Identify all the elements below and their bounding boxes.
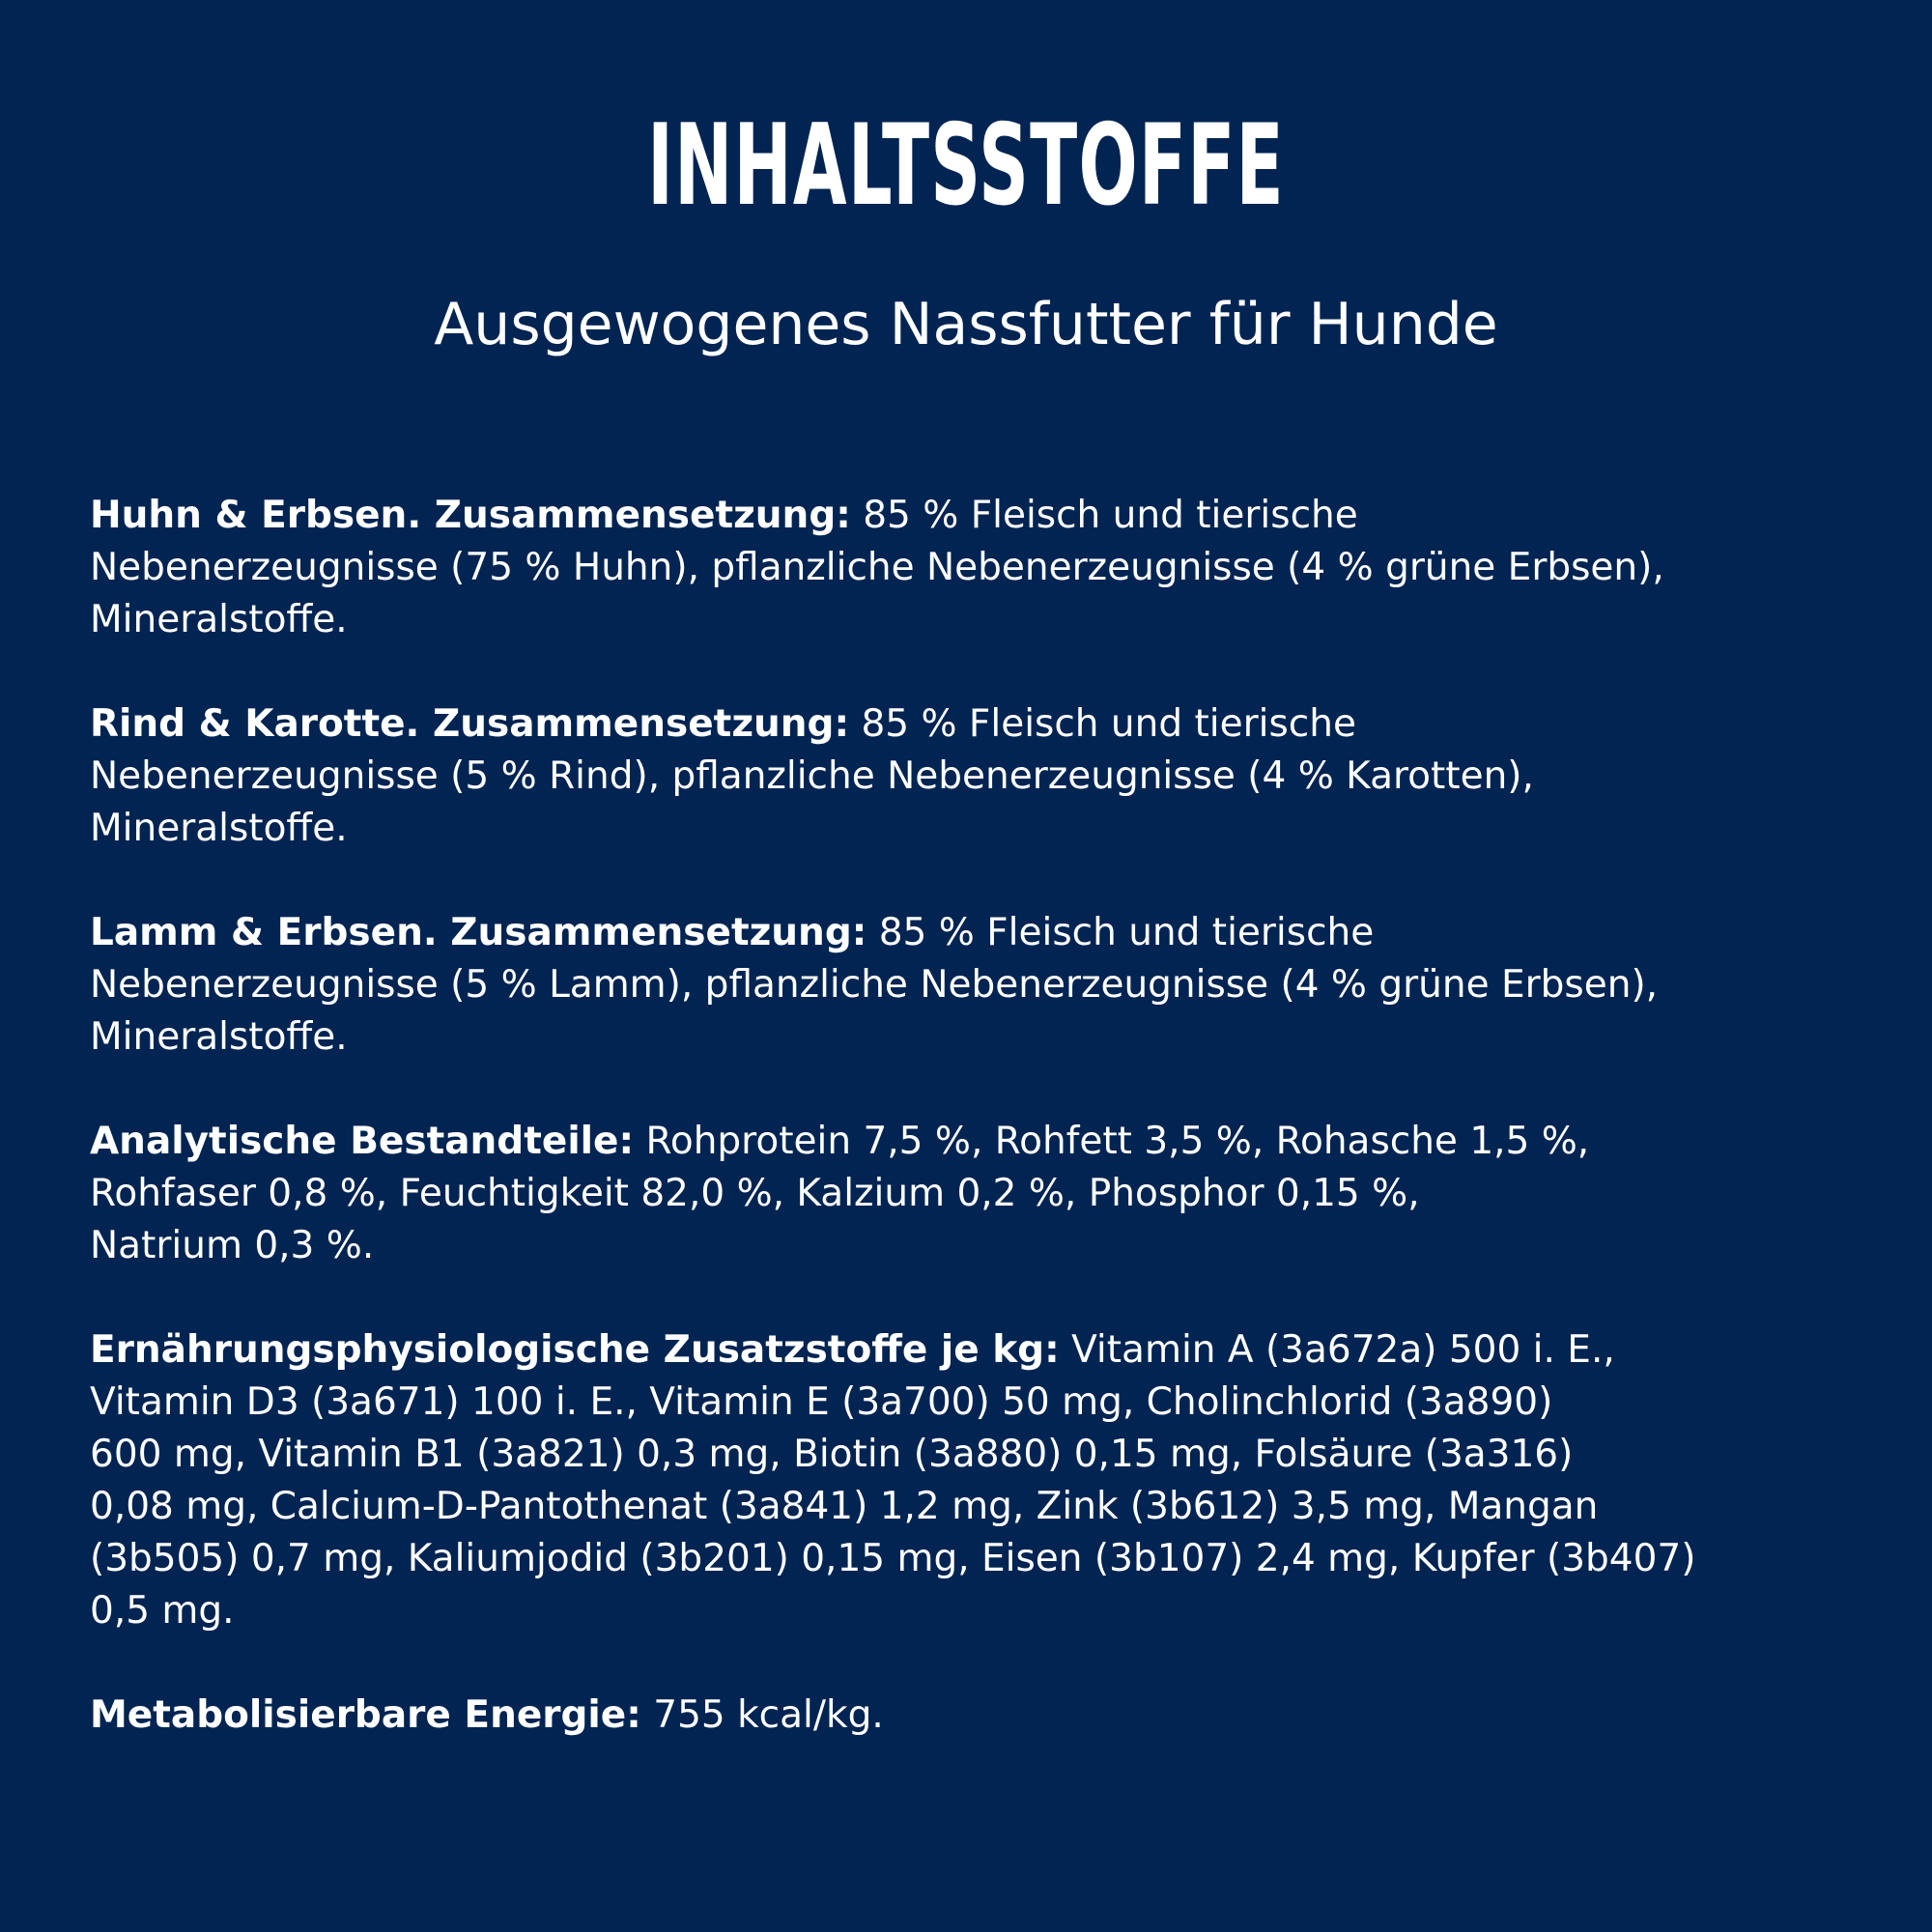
section-line xyxy=(90,490,1858,542)
section-analytical-constituents xyxy=(90,1116,1858,1272)
section-label: Ernährungsphysiologische Zusatzstoffe je kg: xyxy=(90,1328,1060,1372)
section-line: Mineralstoffe. xyxy=(90,807,348,850)
section-line: Vitamin D3 (3a671) 100 i. E., Vitamin E (3a700) 50 mg, Cholinchlorid (3a890) xyxy=(90,1380,1553,1424)
section-line: Nebenerzeugnisse (75 % Huhn), pflanzliche Nebenerzeugnisse (4 % grüne Erbsen), xyxy=(90,546,1664,589)
section-text: Vitamin A (3a672a) 500 i. E., xyxy=(1059,1328,1615,1372)
section-text: 85 % Fleisch und tierische xyxy=(850,494,1358,537)
page-title: INHALTSSTOFFE xyxy=(647,100,1285,231)
section-line: Rohfaser 0,8 %, Feuchtigkeit 82,0 %, Kalzium 0,2 %, Phosphor 0,15 %, xyxy=(90,1172,1420,1215)
section-line: 600 mg, Vitamin B1 (3a821) 0,3 mg, Biotin (3a880) 0,15 mg, Folsäure (3a316) xyxy=(90,1433,1574,1476)
section-line: 0,5 mg. xyxy=(90,1589,235,1633)
section-text: 85 % Fleisch und tierische xyxy=(849,702,1356,746)
section-line xyxy=(90,1690,1858,1742)
section-line: Nebenerzeugnisse (5 % Lamm), pflanzliche Nebenerzeugnisse (4 % grüne Erbsen), xyxy=(90,963,1659,1007)
section-lamb-peas xyxy=(90,907,1858,1064)
section-text: Rohprotein 7,5 %, Rohfett 3,5 %, Rohasche 1,5 %, xyxy=(634,1120,1590,1163)
section-label: Lamm & Erbsen. Zusammensetzung: xyxy=(90,911,867,954)
section-beef-carrot xyxy=(90,698,1858,855)
section-line xyxy=(90,1324,1858,1377)
section-chicken-peas xyxy=(90,490,1858,646)
section-text: 755 kcal/kg. xyxy=(640,1693,884,1737)
section-label: Analytische Bestandteile: xyxy=(90,1120,635,1163)
ingredients-content xyxy=(90,490,1858,1742)
section-line: Mineralstoffe. xyxy=(90,598,348,641)
section-label: Metabolisierbare Energie: xyxy=(90,1693,641,1737)
section-line: Mineralstoffe. xyxy=(90,1015,348,1059)
section-label: Rind & Karotte. Zusammensetzung: xyxy=(90,702,850,746)
section-line: Nebenerzeugnisse (5 % Rind), pflanzliche Nebenerzeugnisse (4 % Karotten), xyxy=(90,754,1534,798)
section-line xyxy=(90,698,1858,751)
page-subtitle: Ausgewogenes Nassfutter für Hunde xyxy=(434,291,1498,358)
section-line xyxy=(90,1116,1858,1168)
section-label: Huhn & Erbsen. Zusammensetzung: xyxy=(90,494,851,537)
section-line: (3b505) 0,7 mg, Kaliumjodid (3b201) 0,15 mg, Eisen (3b107) 2,4 mg, Kupfer (3b407) xyxy=(90,1537,1696,1580)
section-line: 0,08 mg, Calcium-D-Pantothenat (3a841) 1,2 mg, Zink (3b612) 3,5 mg, Mangan xyxy=(90,1485,1599,1528)
section-line xyxy=(90,907,1858,959)
section-line: Natrium 0,3 %. xyxy=(90,1224,375,1267)
section-metabolizable-energy xyxy=(90,1690,1858,1742)
section-text: 85 % Fleisch und tierische xyxy=(867,911,1375,954)
section-nutritional-additives xyxy=(90,1324,1858,1637)
